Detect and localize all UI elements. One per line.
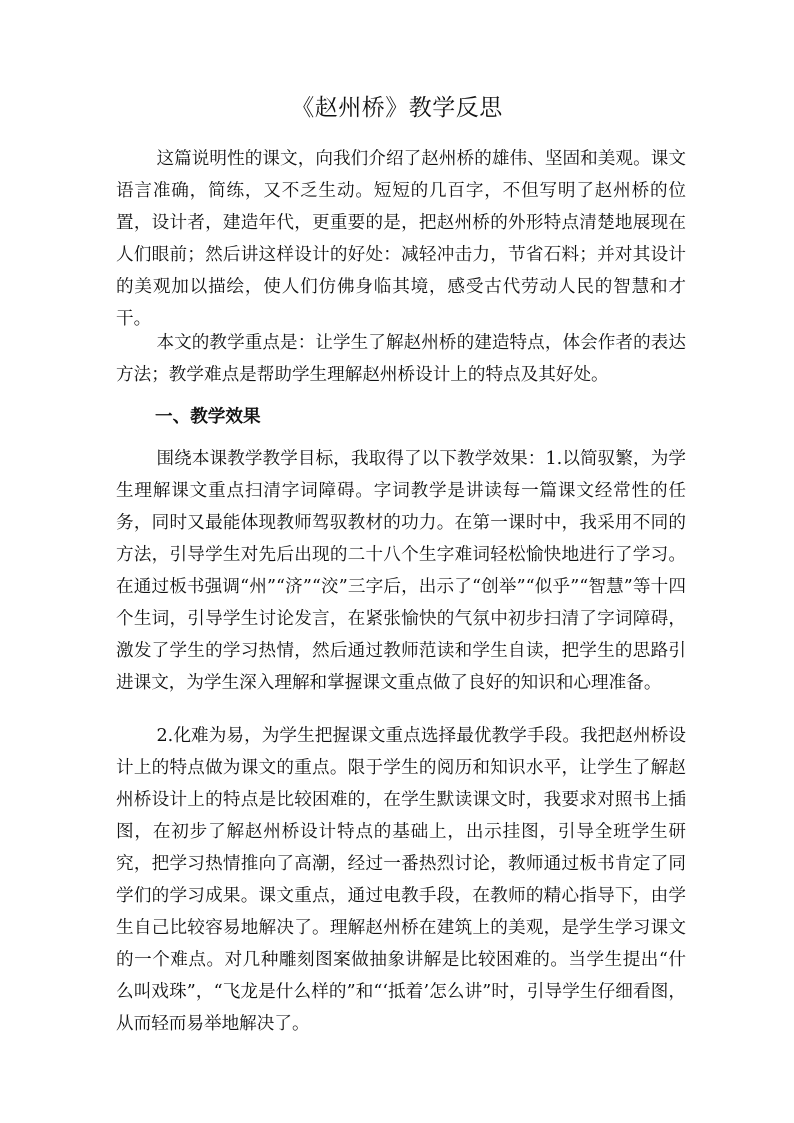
document-title: 《赵州桥》教学反思 <box>291 95 503 121</box>
paragraph-effect-1: 围绕本课教学教学目标，我取得了以下教学效果：1.以简驭繁，为学生理解课文重点扫清字词障碍。字词教学是讲读每一篇课文经常性的任务，同时又最能体现教师驾驭教材的功力。在第一课时中，我采用不同的方法，引导学生对先后出现的二十八个生字难词轻松愉快地进行了学习。在通过板书强调“州”“济”“洨”三字后，出示了“创举”“似乎”“智慧”等十四个生词，引导学生讨论发言，在紧张愉快的气氛中初步扫清了字词障碍，激发了学生的学习热情，然后通过教师范读和学生自读，把学生的思路引进课文，为学生深入理解和掌握课文重点做了良好的知识和心理准备。 <box>116 449 686 693</box>
paragraph-key-points: 本文的教学重点是：让学生了解赵州桥的建造特点，体会作者的表达方法；教学难点是帮助学生理解赵州桥设计上的特点及其好处。 <box>116 333 686 385</box>
paragraph-intro: 这篇说明性的课文，向我们介绍了赵州桥的雄伟、坚固和美观。课文语言准确，简练，又不乏生动。短短的几百字，不但写明了赵州桥的位置，设计者，建造年代，更重要的是，把赵州桥的外形特点清楚地展现在人们眼前；然后讲这样设计的好处：减轻冲击力，节省石料；并对其设计的美观加以描绘，使人们仿佛身临其境，感受古代劳动人民的智慧和才干。 <box>116 149 686 329</box>
section-heading-teaching-effect: 一、教学效果 <box>155 406 261 427</box>
paragraph-effect-2: 2.化难为易，为学生把握课文重点选择最优教学手段。我把赵州桥设计上的特点做为课文的重点。限于学生的阅历和知识水平，让学生了解赵州桥设计上的特点是比较困难的，在学生默读课文时，我要求对照书上插图，在初步了解赵州桥设计特点的基础上，出示挂图，引导全班学生研究，把学习热情推向了高潮，经过一番热烈讨论，教师通过板书肯定了同学们的学习成果。课文重点，通过电教手段，在教师的精心指导下，由学生自己比较容易地解决了。理解赵州桥在建筑上的美观，是学生学习课文的一个难点。对几种雕刻图案做抽象讲解是比较困难的。当学生提出“什么叫戏珠”，“飞龙是什么样的”和“‘抵着’怎么讲”时，引导学生仔细看图，从而轻而易举地解决了。 <box>116 726 686 1034</box>
